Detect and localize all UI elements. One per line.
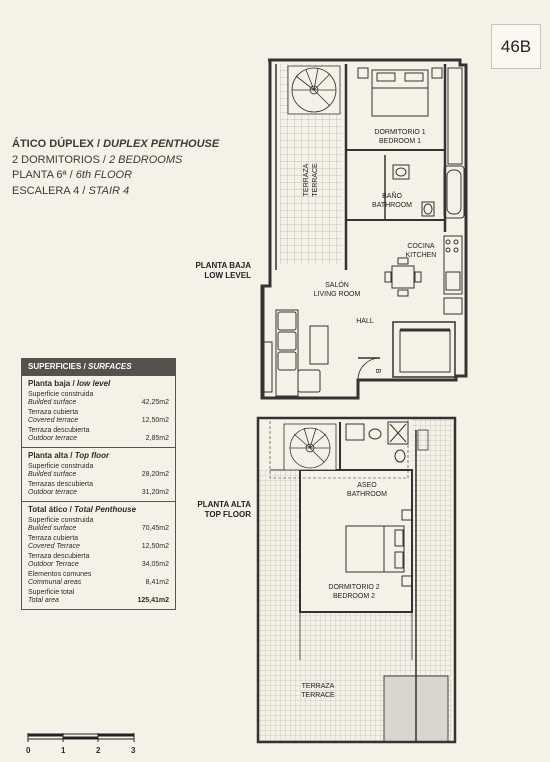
room-dormitorio2-es: DORMITORIO 2 [328, 584, 380, 591]
room-salon-en: LIVING ROOM [313, 291, 361, 298]
room-terraza-low-en: TERRACE [312, 163, 319, 197]
scale-bar [26, 730, 137, 755]
row-value: 2,85m2 [145, 435, 169, 442]
level-top-es: PLANTA ALTA [197, 500, 251, 509]
top-level-plan [258, 418, 455, 742]
row-label-en: Builded surface [28, 525, 77, 532]
row-label-en: Total area [28, 597, 59, 604]
section-title-en: low level [76, 379, 111, 388]
level-low-en: LOW LEVEL [204, 271, 251, 280]
heading-line3-es: PLANTA 6ª / [12, 169, 73, 181]
section-title-en: Total Penthouse [74, 505, 137, 514]
room-dormitorio1-en: BEDROOM 1 [378, 138, 422, 145]
section-title-es: Total ático / [28, 505, 72, 514]
room-hall: HALL [356, 318, 374, 325]
level-low-es: PLANTA BAJA [195, 261, 251, 270]
row-label-en: Builded surface [28, 399, 77, 406]
scale-label-1: 1 [61, 746, 66, 755]
room-dormitorio1-es: DORMITORIO 1 [374, 129, 426, 136]
row-label-es: Superficie total [28, 589, 75, 596]
scale-bar-graphic [27, 730, 137, 746]
row-label-en: Covered Terrace [28, 543, 80, 550]
row-label-es: Terraza descubierta [28, 553, 90, 560]
row-label-es: Terrazas descubierta [28, 481, 93, 488]
surfaces-row [28, 481, 169, 497]
spiral-stair-low [288, 66, 340, 114]
row-label-en: Outdoor Terrace [28, 561, 79, 568]
section-title-en: Top floor [74, 451, 110, 460]
surfaces-section-total [22, 501, 175, 609]
row-value: 12,50m2 [141, 543, 169, 550]
entry-mark: B [374, 368, 381, 374]
heading-line1-es: ÁTICO DÚPLEX / [12, 138, 101, 150]
scale-label-2: 2 [96, 746, 101, 755]
row-label-es: Terraza descubierta [28, 427, 90, 434]
row-value: 34,05m2 [141, 561, 169, 568]
level-top-en: TOP FLOOR [204, 510, 251, 519]
surfaces-header-en: SURFACES [88, 362, 132, 371]
bed-1 [358, 68, 442, 116]
room-bano-en: BATHROOM [372, 202, 412, 209]
spiral-stair-top [284, 424, 336, 470]
row-label-es: Superficie construida [28, 463, 94, 470]
surfaces-section-low-level [22, 375, 175, 447]
surfaces-row [28, 409, 169, 425]
room-salon-es: SALÓN [325, 282, 349, 289]
heading-line2-es: 2 DORMITORIOS / [12, 153, 106, 166]
surfaces-table-header [22, 359, 175, 375]
room-aseo-es: ASEO [357, 482, 377, 489]
surfaces-row [28, 463, 169, 479]
surfaces-row [28, 391, 169, 407]
living-room-furniture [264, 310, 328, 396]
row-label-es: Terraza cubierta [28, 409, 79, 416]
section-title-es: Planta baja / [28, 379, 75, 388]
room-terraza-top-es: TERRAZA [301, 683, 335, 690]
surfaces-row [28, 571, 169, 587]
row-value: 125,41m2 [137, 597, 169, 604]
surfaces-table [21, 358, 176, 610]
heading-line4-es: ESCALERA 4 / [12, 184, 86, 197]
surfaces-row-total [28, 589, 169, 605]
room-bano-es: BAÑO [382, 193, 402, 200]
row-label-es: Superficie construida [28, 391, 94, 398]
row-value: 31,20m2 [141, 489, 169, 496]
unit-code-badge: 46B [491, 24, 541, 69]
room-terraza-low-es: TERRAZA [303, 163, 310, 197]
row-label-es: Superficie construida [28, 517, 94, 524]
row-label-en: Builded surface [28, 471, 77, 478]
row-value: 42,25m2 [141, 399, 169, 406]
row-value: 70,45m2 [141, 525, 169, 532]
heading-line3-en: 6th FLOOR [75, 169, 133, 181]
surfaces-row [28, 427, 169, 443]
surfaces-row [28, 553, 169, 569]
row-label-en: Covered terrace [28, 417, 79, 424]
surfaces-row [28, 517, 169, 533]
row-value: 12,50m2 [141, 417, 169, 424]
bed-2 [346, 510, 412, 586]
row-label-en: Outdoor terrace [28, 435, 78, 442]
surfaces-section-top-floor [22, 447, 175, 501]
surfaces-row [28, 535, 169, 551]
scale-label-0: 0 [26, 746, 31, 755]
aseo-fixtures [340, 422, 412, 470]
row-value: 28,20m2 [141, 471, 169, 478]
room-terraza-top-en: TERRACE [301, 692, 335, 699]
row-label-en: Communal areas [28, 579, 82, 586]
heading-line2-en: 2 BEDROOMS [108, 153, 183, 166]
bathroom-fixtures [393, 165, 464, 218]
heading-line4-en: STAIR 4 [88, 184, 130, 197]
section-title-es: Planta alta / [28, 451, 73, 460]
room-cocina-es: COCINA [407, 243, 435, 250]
scale-label-3: 3 [131, 746, 136, 755]
room-cocina-en: KITCHEN [405, 252, 437, 259]
low-level-plan [262, 60, 466, 398]
heading-line1-en: DUPLEX PENTHOUSE [103, 138, 220, 150]
surfaces-header-es: SUPERFICIES / [28, 362, 86, 371]
row-label-es: Terraza cubierta [28, 535, 79, 542]
row-label-es: Elementos comunes [28, 571, 92, 578]
row-label-en: Outdoor terrace [28, 489, 78, 496]
row-value: 8,41m2 [145, 579, 169, 586]
room-aseo-en: BATHROOM [347, 491, 387, 498]
room-dormitorio2-en: BEDROOM 2 [332, 593, 376, 600]
